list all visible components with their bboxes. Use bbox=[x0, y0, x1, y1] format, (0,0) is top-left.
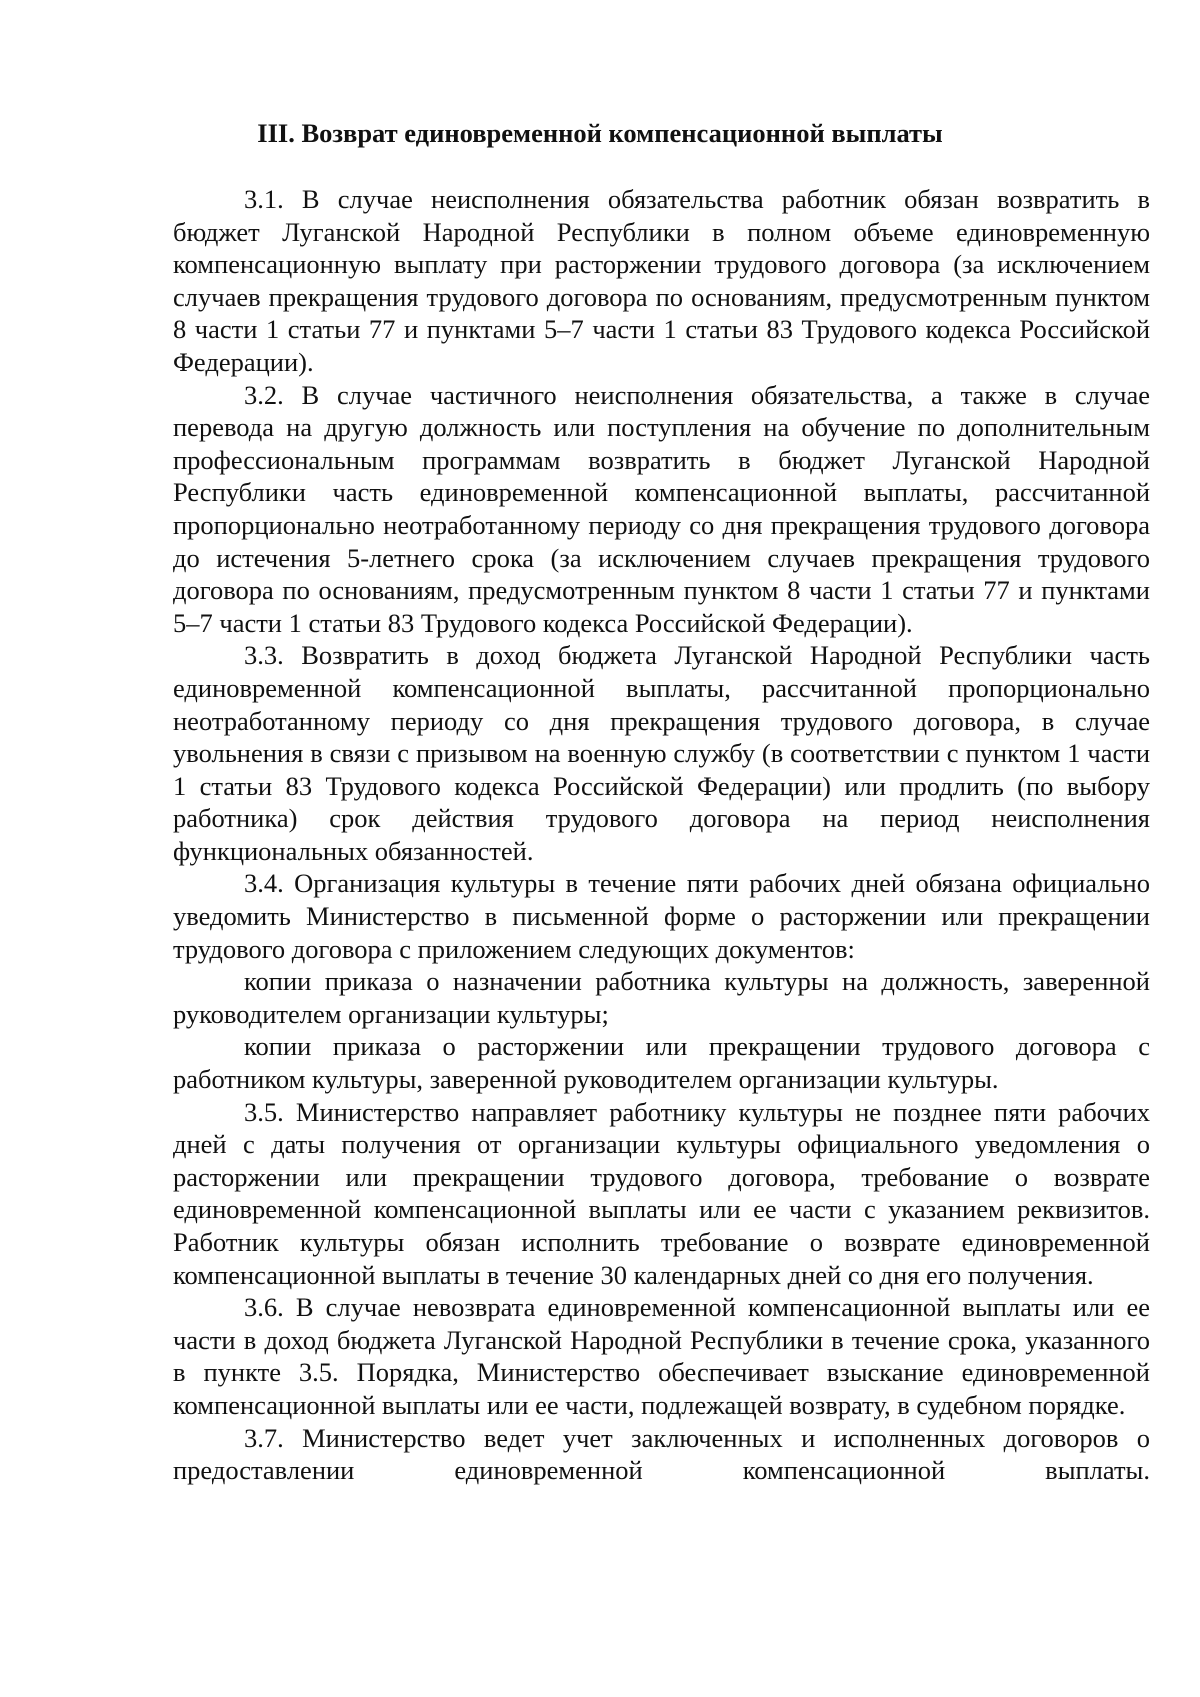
list-item-order-termination: копии приказа о расторжении или прекращении трудового договора с работником культуры, заверенной руководителем организации культуры. bbox=[173, 1031, 1150, 1095]
section-heading: III. Возврат единовременной компенсационной выплаты bbox=[257, 118, 943, 148]
paragraph-3-6: 3.6. В случае невозврата единовременной компенсационной выплаты или ее части в доход бюджета Луганской Народной Республики в течение срока, указанного в пункте 3.5. Порядка, Министерство обеспечивает взыскание единовременной компенсационной выплаты или ее части, подлежащей возврату, в судебном порядке. bbox=[173, 1292, 1150, 1420]
paragraph-3-5: 3.5. Министерство направляет работнику культуры не позднее пяти рабочих дней с даты получения от организации культуры официального уведомления о расторжении или прекращении трудового договора, требование о возврате единовременной компенсационной выплаты или ее части с указанием реквизитов. Работник культуры обязан исполнить требование о возврате единовременной компенсационной выплаты в течение 30 календарных дней со дня его получения. bbox=[173, 1096, 1150, 1290]
list-item-order-appointment: копии приказа о назначении работника культуры на должность, заверенной руководителем организации культуры; bbox=[173, 966, 1150, 1029]
paragraph-3-4: 3.4. Организация культуры в течение пяти рабочих дней обязана официально уведомить Министерство в письменной форме о расторжении или прекращении трудового договора с приложением следующих документов: bbox=[173, 868, 1150, 964]
document-body bbox=[173, 183, 1150, 1487]
paragraph-3-2: 3.2. В случае частичного неисполнения обязательства, а также в случае перевода на другую должность или поступления на обучение по дополнительным профессиональным программам возвратить в бюджет Луганской Народной Республики часть единовременной компенсационной выплаты, рассчитанной пропорционально неотработанному периоду со дня прекращения трудового договора до истечения 5-летнего срока (за исключением случаев прекращения трудового договора по основаниям, предусмотренным пунктом 8 части 1 статьи 77 и пунктами 5–7 части 1 статьи 83 Трудового кодекса Российской Федерации). bbox=[173, 379, 1150, 638]
paragraph-3-7: 3.7. Министерство ведет учет заключенных и исполненных договоров о предоставлении единовременной компенсационной выплаты. bbox=[173, 1422, 1150, 1486]
paragraph-3-3: 3.3. Возвратить в доход бюджета Луганской Народной Республики часть единовременной компенсационной выплаты, рассчитанной пропорционально неотработанному периоду со дня прекращения трудового договора, в случае увольнения в связи с призывом на военную службу (в соответствии с пунктом 1 части 1 статьи 83 Трудового кодекса Российской Федерации) или продлить (по выбору работника) срок действия трудового договора на период неисполнения функциональных обязанностей. bbox=[173, 640, 1150, 866]
paragraph-3-1: 3.1. В случае неисполнения обязательства работник обязан возвратить в бюджет Луганской Народной Республики в полном объеме единовременную компенсационную выплату при расторжении трудового договора (за исключением случаев прекращения трудового договора по основаниям, предусмотренным пунктом 8 части 1 статьи 77 и пунктами 5–7 части 1 статьи 83 Трудового кодекса Российской Федерации). bbox=[173, 184, 1150, 377]
